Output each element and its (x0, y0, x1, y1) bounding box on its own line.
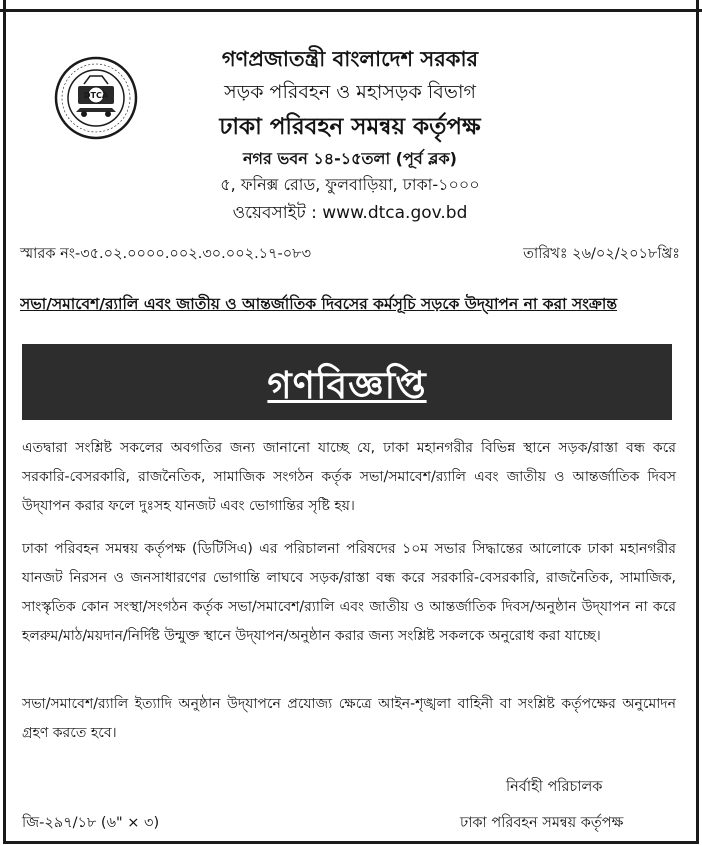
signatory-designation: নির্বাহী পরিচালক (506, 779, 603, 795)
authority-name: ঢাকা পরিবহন সমন্বয় কর্তৃপক্ষ (219, 114, 481, 140)
memo-date: তারিখঃ ২৬/০২/২০১৮খ্রিঃ (523, 246, 680, 262)
subject-line: সভা/সমাবেশ/র‌্যালি এবং জাতীয় ও আন্তর্জাতিক দিবসের কর্মসূচি সড়কে উদ্‌যাপন না করা সংক্রান্ত (20, 295, 618, 313)
banner-title: গণবিজ্ঞপ্তি (267, 364, 427, 407)
advertisement-reference: জি-২৯৭/১৮ (৬" × ৩) (22, 815, 160, 831)
notice-paragraph-1: এতদ্বারা সংশ্লিষ্ট সকলের অবগতির জন্য জানানো যাচ্ছে যে, ঢাকা মহানগরীর বিভিন্ন স্থানে সড়ক/রাস্তা বন্ধ করে সরকারি-বেসরকারি, রাজনৈতিক, সামাজিক সংগঠন কর্তৃক সভা/সমাবেশ/র‌্যালি এবং জাতীয় ও আন্তর্জাতিক দিবস উদ্‌যাপন করার ফলে দুঃসহ যানজট এবং ভোগান্তির সৃষ্টি হয়। (22, 440, 676, 514)
signatory-organization: ঢাকা পরিবহন সমন্বয় কর্তৃপক্ষ (460, 815, 624, 831)
notice-paragraph-2: ঢাকা পরিবহন সমন্বয় কর্তৃপক্ষ (ডিটিসিএ) এর পরিচালনা পরিষদের ১০ম সভার সিদ্ধান্তের আলোকে ঢাকা মহানগরীর যানজট নিরসন ও জনসাধারণের ভোগান্তি লাঘবে সড়ক/রাস্তা বন্ধ করে সরকারি-বেসরকারি, রাজনৈতিক, সামাজিক, সাংস্কৃতিক কোন সংস্থা/সংগঠন কর্তৃক সভা/সমাবেশ/র‌্যালি এবং জাতীয় ও আন্তর্জাতিক দিবস/অনুষ্ঠান উদ্‌যাপন না করে হলরুম/মাঠ/ময়দান/নির্দিষ্ট উন্মুক্ত স্থানে উদ্‌যাপন/অনুষ্ঠান করার জন্য সংশ্লিষ্ট সকলকে অনুরোধ করা যাচ্ছে। (22, 541, 676, 644)
government-title: গণপ্রজাতন্ত্রী বাংলাদেশ সরকার (221, 47, 479, 71)
notice-paragraph-3: সভা/সমাবেশ/র‌্যালি ইত্যাদি অনুষ্ঠান উদ্‌যাপনে প্রযোজ্য ক্ষেত্রে আইন-শৃঙ্খলা বাহিনী বা সংশ্লিষ্ট কর্তৃপক্ষের অনুমোদন গ্রহণ করতে হবে। (22, 696, 676, 741)
office-address: ৫, ফনিক্স রোড, ফুলবাড়িয়া, ঢাকা-১০০০ (220, 175, 480, 194)
logo-center-text: DTCA (83, 91, 109, 100)
dtca-seal-icon (54, 56, 138, 140)
website-line: ওয়েবসাইট : www.dtca.gov.bd (232, 203, 468, 223)
office-building: নগর ভবন ১৪-১৫তলা (পূর্ব ব্লক) (243, 149, 457, 168)
memo-number: স্মারক নং-৩৫.০২.০০০০.০০২.৩০.০০২.১৭-০৮৩ (20, 246, 312, 262)
ministry-division: সড়ক পরিবহন ও মহাসড়ক বিভাগ (224, 81, 476, 103)
public-notice-banner (22, 344, 672, 420)
